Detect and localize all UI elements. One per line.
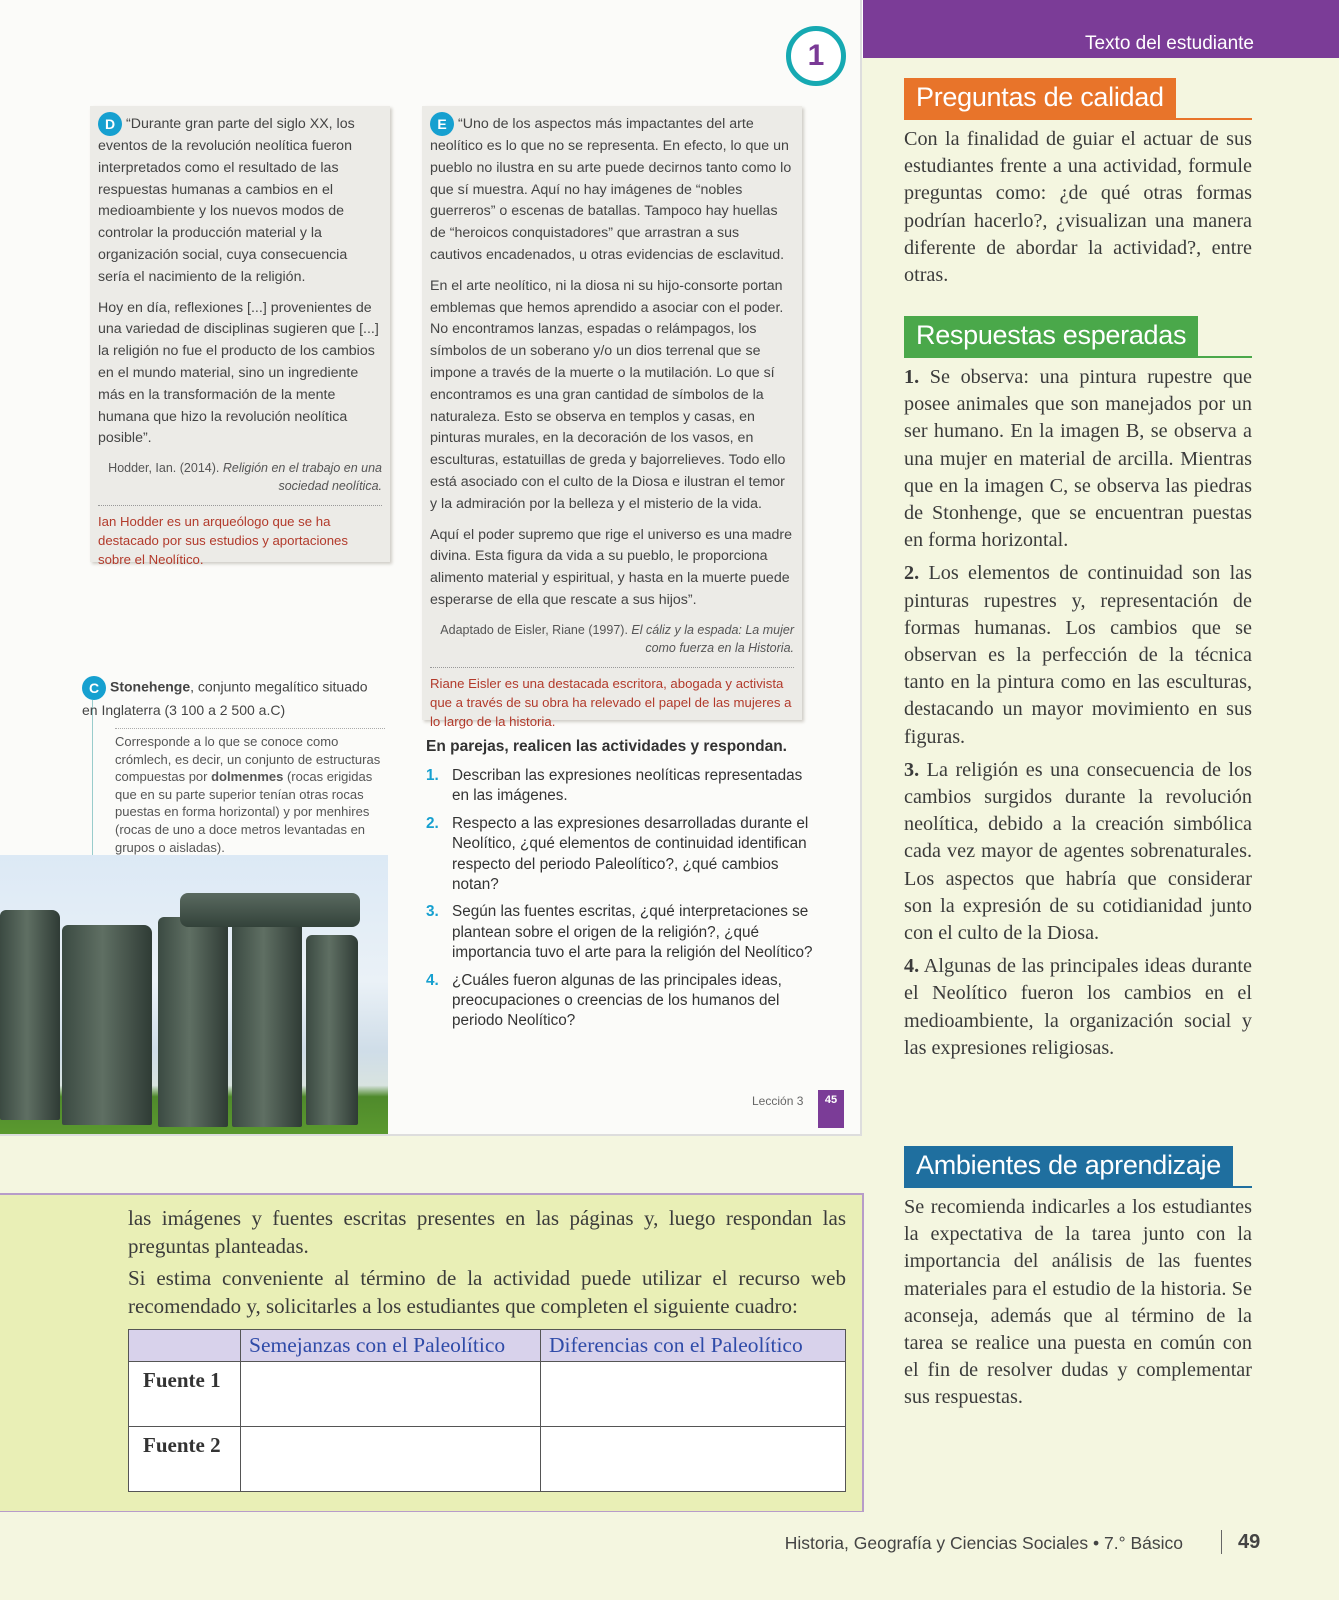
activity-item: 2. Respecto a las expresiones desarrolladas durante el Neolítico, ¿qué elementos de continuidad identifican respecto del periodo Paleolítico?, ¿qué cambios notan?: [426, 814, 809, 894]
source-d-paragraph-1: “Durante gran parte del siglo XX, los eventos de la revolución neolítica fueron interpretados como el resultado de las respuestas humanas a cambios en el medioambiente y los nuevos modos de controlar la producción material y la organización social, cuya consecuencia sería el nacimiento de la religión.: [98, 115, 355, 285]
section-body-calidad: Con la finalidad de guiar el actuar de sus estudiantes frente a una actividad, formule preguntas como: ¿de qué otras formas podrían hacerlo?, ¿visualizan una manera diferente de abordar la actividad?, entre otras.: [904, 128, 1252, 287]
source-d-box: [90, 106, 390, 568]
answer-item: 3. La religión es una consecuencia de los cambios surgidos durante la revolución neolítica, debido a la creación simbólica cada vez mayor de agentes sobrenaturales. Los aspectos que habría que considerar son la expresión de su cotidianidad junto con el culto de la Diosa.: [904, 758, 1252, 945]
source-d-citation: Hodder, Ian. (2014). Religión en el trabajo en una sociedad neolítica.: [108, 461, 382, 494]
section-heading-ambientes: Ambientes de aprendizaje: [904, 1146, 1252, 1188]
page-footer: [0, 1512, 1339, 1600]
activity-item: 3. Según las fuentes escritas, ¿qué interpretaciones se plantean sobre el origen de la religión?, ¿qué importancia tuvo el arte para la religión del Neolítico?: [426, 903, 813, 962]
section-body-ambientes: Se recomienda indicarles a los estudiantes la expectativa de la tarea junto con la importancia del análisis de las fuentes materiales para el estudio de la historia. Se aconseja, además que al término de la tarea se realice una puesta en común con el fin de resolver dudas y complementar sus respuestas.: [904, 1196, 1252, 1409]
stone: [232, 913, 302, 1127]
stonehenge-photo: [0, 855, 388, 1136]
header-bar: [863, 0, 1339, 58]
source-d-author-note: Ian Hodder es un arqueólogo que se ha destacado por sus estudios y aportaciones sobre el Neolítico.: [98, 505, 382, 569]
table-row-label: Fuente 2: [129, 1427, 241, 1492]
table-cell: [541, 1427, 846, 1492]
table-row: [129, 1362, 846, 1427]
table-header-cell: Semejanzas con el Paleolítico: [241, 1330, 541, 1362]
source-e-paragraph-1: “Uno de los aspectos más impactantes del arte neolítico es lo que no se representa. En efecto, lo que un pueblo no ilustra en su arte puede decirnos tanto como lo que sí muestra. Aquí no hay imágenes de “nobles guerreros” o escenas de batallas. Tampoco hay huellas de “heroicos conquistadores” que arrastran a sus cautivos encadenados, u otras evidencias de esclavitud.: [430, 115, 792, 263]
table-header-cell: Diferencias con el Paleolítico: [541, 1330, 846, 1362]
source-c-letter: C: [82, 676, 106, 700]
source-c-caption: C Stonehenge, conjunto megalítico situado en Inglaterra (3 100 a 2 500 a.C): [82, 676, 382, 720]
section-heading-respuestas: Respuestas esperadas: [904, 316, 1252, 358]
page-number: 49: [1238, 1531, 1261, 1553]
source-e-paragraph-2: En el arte neolítico, ni la diosa ni su hijo-consorte portan emblemas que hemos aprendido a asociar con el poder. No encontramos lanzas, espadas o relámpagos, los símbolos de un soberano y/o un dios terrenal que se impone a través de la muerte o la mutilación. Lo que sí encontramos es una gran cantidad de símbolos de la naturaleza. Esto se observa en templos y casas, en pinturas murales, en la decoración de los vasos, en esculturas, estatuillas de greda y bajorrelieves. Todo ello está asociado con el culto de la Diosa e ilustran el temor y la admiración por la belleza y el misterio de la vida.: [430, 277, 786, 512]
source-d-paragraph-2: Hoy en día, reflexiones [...] provenientes de una variedad de disciplinas sugieren que [...] la religión no fue el producto de los cambios en el mundo material, sino un ingrediente más en la transformación de la mente humana que hizo la revolución neolítica posible”.: [98, 299, 379, 447]
student-page-number: 45: [818, 1090, 844, 1128]
source-e-author-note: Riane Eisler es una destacada escritora, abogada y activista que a través de su obra ha relevado el papel de las mujeres a lo largo de la historia.: [430, 667, 794, 731]
source-e-citation: Adaptado de Eisler, Riane (1997). El cáliz y la espada: La mujer como fuerza en la Historia.: [440, 622, 794, 655]
activities-title: En parejas, realicen las actividades y respondan.: [426, 738, 787, 755]
table-cell: [541, 1362, 846, 1427]
student-page-image: [0, 0, 862, 1136]
stone: [0, 910, 60, 1120]
table-row: [129, 1427, 846, 1492]
bottom-instructions-text: las imágenes y fuentes escritas presentes en las páginas y, luego respondan las preguntas planteadas. Si estima conveniente al término de la actividad puede utilizar el recurso web recomendado y, solicitarles a los estudiantes que completen el siguiente cuadro:: [128, 1206, 846, 1318]
header-title: Texto del estudiante: [1084, 33, 1254, 54]
section-heading-calidad: Preguntas de calidad: [904, 78, 1252, 120]
stone: [62, 925, 152, 1125]
source-e-letter: E: [430, 112, 454, 136]
lintel-stone: [180, 893, 360, 927]
source-d-letter: D: [98, 112, 122, 136]
unit-number-badge: 1: [786, 26, 846, 86]
stone: [306, 935, 358, 1125]
section-body-respuestas: [904, 364, 1252, 1068]
answer-item: 4. Algunas de las principales ideas durante el Neolítico fueron los cambios en el medioambiente, la organización social y las expresiones religiosas.: [904, 955, 1252, 1059]
footer-text: Historia, Geografía y Ciencias Sociales • 7.° Básico: [784, 1533, 1183, 1553]
answer-item: 2. Los elementos de continuidad son las pinturas rupestres y, representación de formas humanas. Los cambios que se observan es la perfección de la técnica tanto en la pintura como en las esculturas, destacando un mayor movimiento en sus figuras.: [904, 562, 1252, 748]
table-header-cell: [129, 1330, 241, 1362]
footer-divider: [1221, 1530, 1222, 1554]
answer-item: 1. Se observa: una pintura rupestre que posee animales que son manejados por un ser humano. En la imagen B, se observa a una mujer en material de arcilla. Mientras que en la imagen C, se observa las piedras de Stonhenge, que se encuentran puestas en forma horizontal.: [904, 366, 1252, 552]
activities-block: [426, 738, 816, 1039]
source-c-description: Corresponde a lo que se conoce como crómlech, es decir, un conjunto de estructuras compuestas por dolmenmes (rocas erigidas que en su parte superior tenían otras rocas puestas en forma horizontal) y por menhires (rocas de uno a doce metros levantadas en grupos o aisladas).: [115, 728, 385, 856]
activity-item: 4. ¿Cuáles fueron algunas de las principales ideas, preocupaciones o creencias de los humanos del periodo Neolítico?: [426, 971, 782, 1030]
stone: [158, 917, 228, 1127]
table-row-label: Fuente 1: [129, 1362, 241, 1427]
table-cell: [241, 1362, 541, 1427]
lesson-label: Lección 3: [752, 1094, 804, 1108]
comparison-table: [128, 1329, 846, 1492]
table-cell: [241, 1427, 541, 1492]
source-e-paragraph-3: Aquí el poder supremo que rige el universo es una madre divina. Esta figura da vida a su pueblo, le proporciona alimento material y espiritual, y hasta en la muerte puede esperarse de ella que rescate a sus hijos”.: [430, 526, 792, 608]
source-e-box: [422, 106, 802, 729]
activity-item: 1. Describan las expresiones neolíticas representadas en las imágenes.: [426, 767, 803, 805]
